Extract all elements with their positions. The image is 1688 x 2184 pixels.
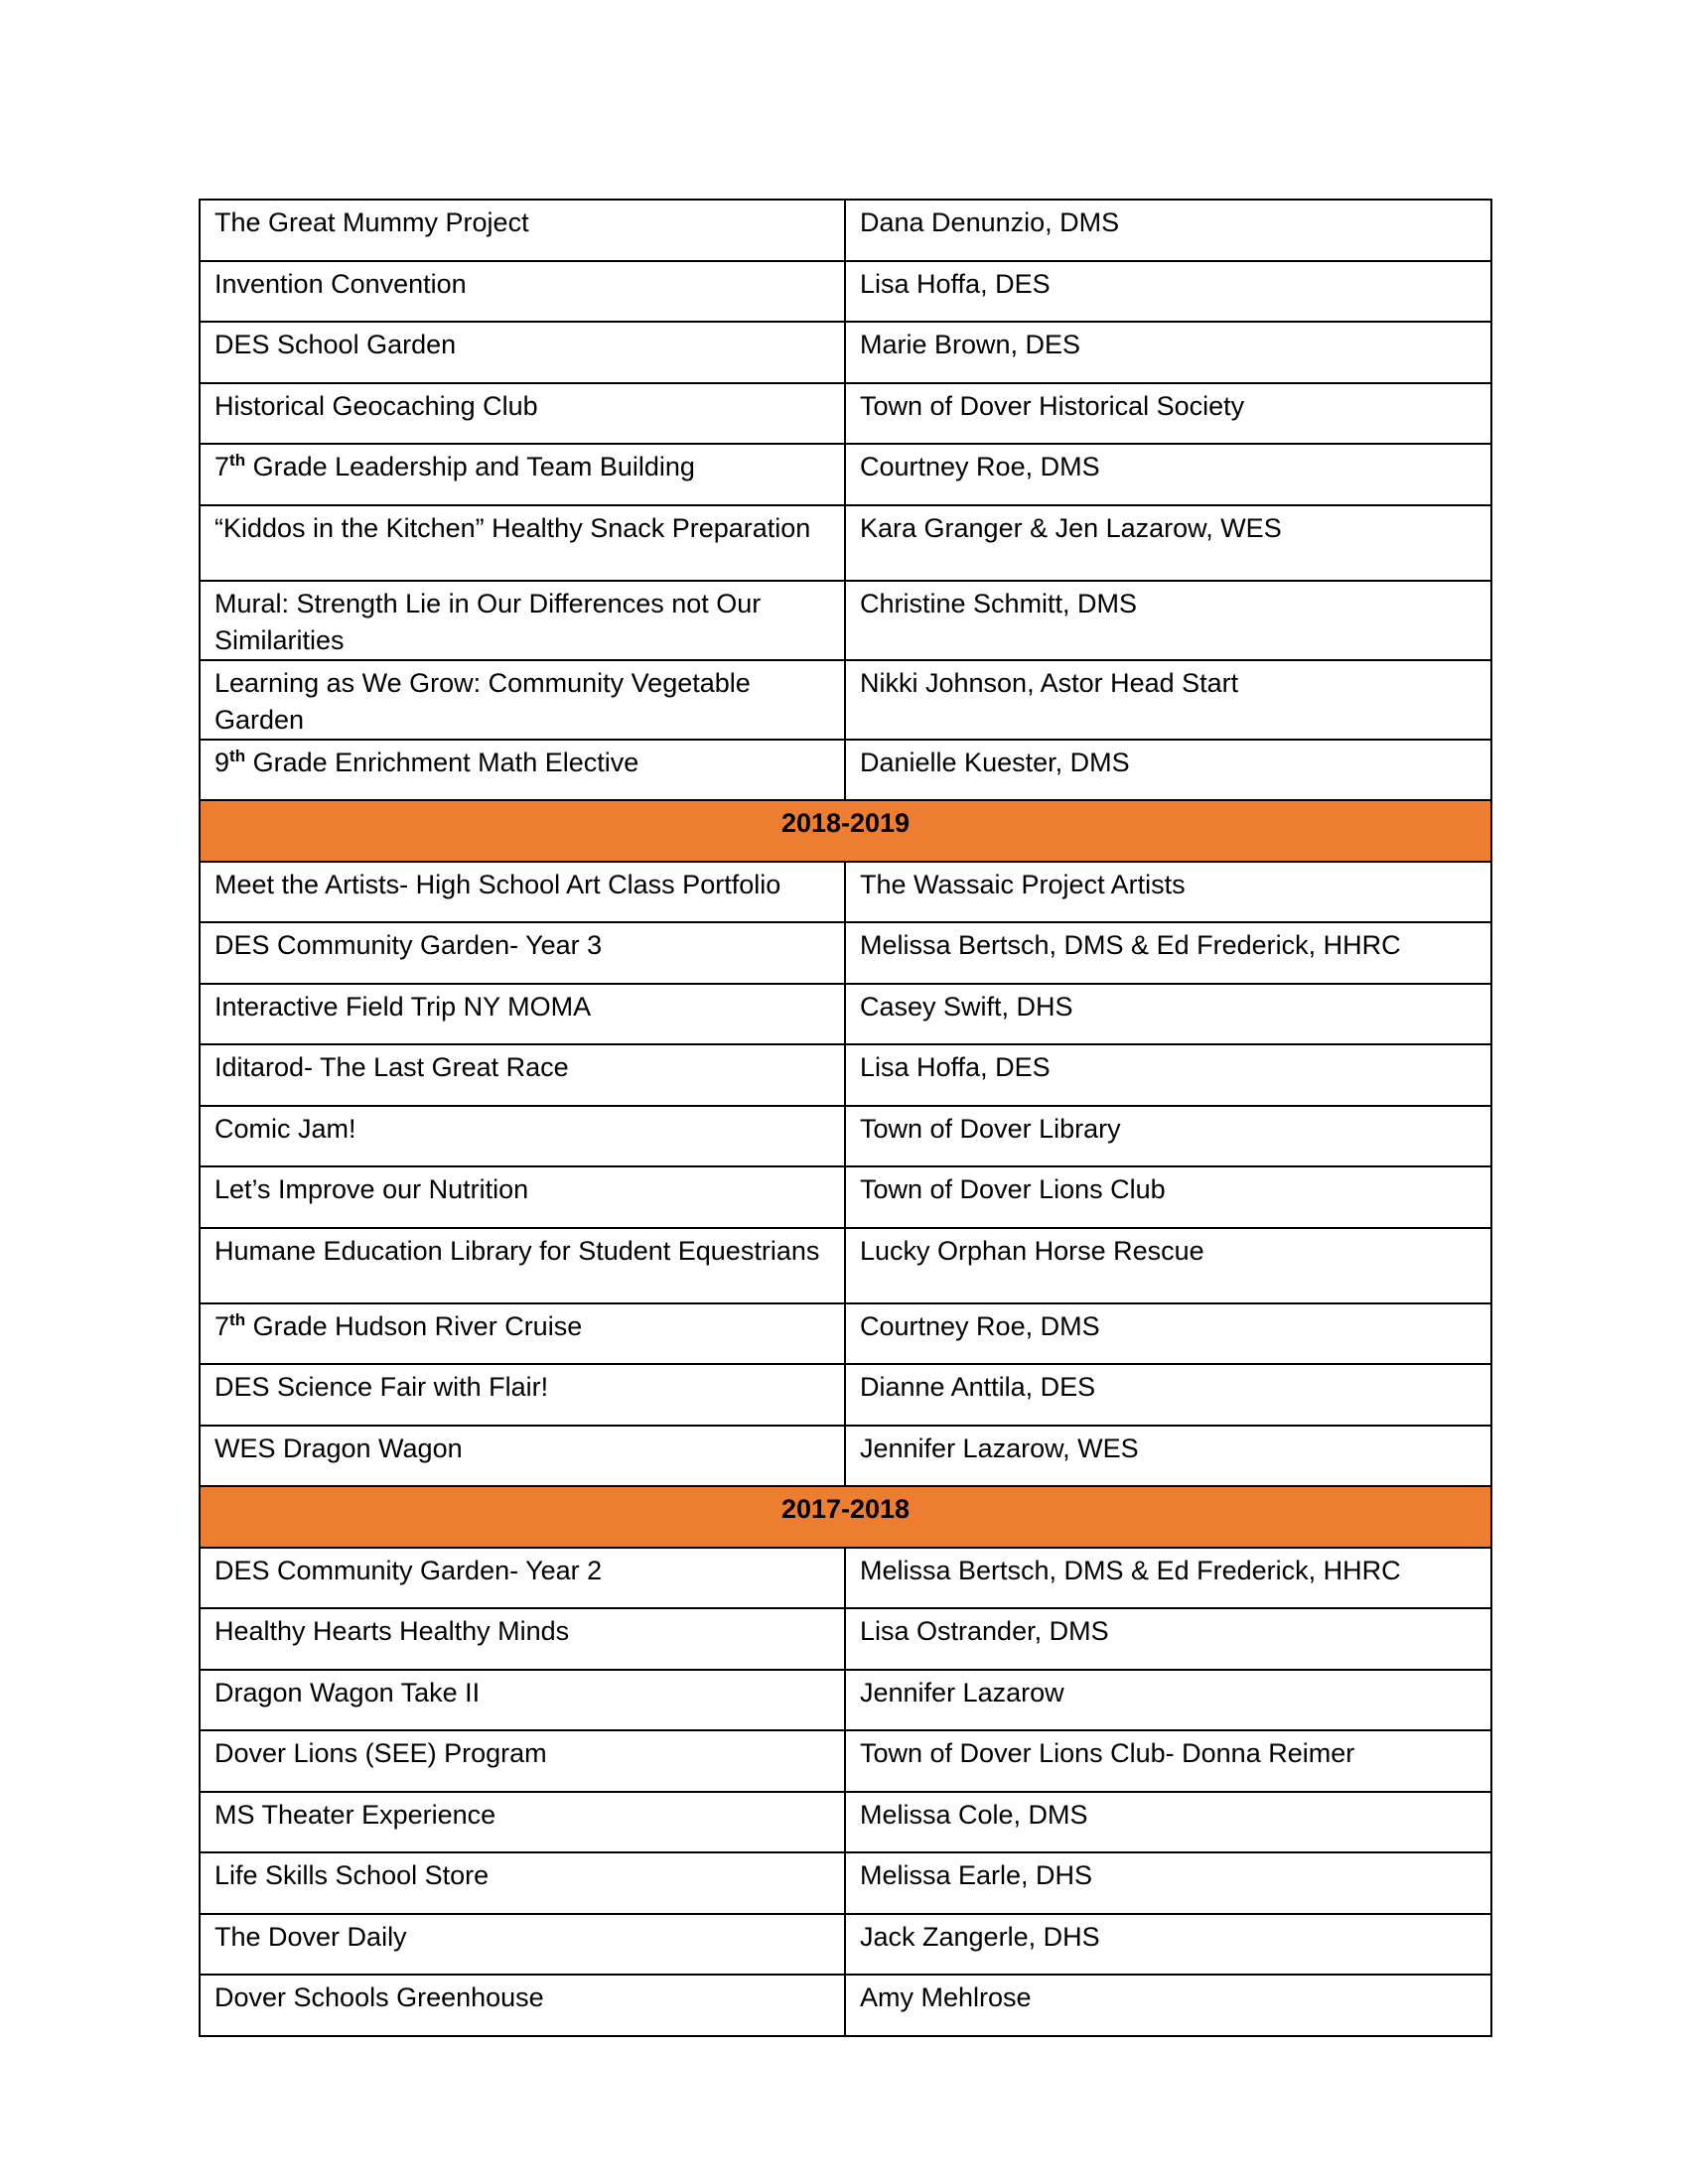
table-row [200,922,1491,984]
recipient-cell: Town of Dover Lions Club [845,1166,1491,1228]
project-cell: Dover Schools Greenhouse [200,1975,845,2036]
recipient-cell: Christine Schmitt, DMS [845,581,1491,660]
project-cell [200,444,845,505]
table-row [200,1044,1491,1106]
recipient-cell: Lisa Hoffa, DES [845,1044,1491,1106]
table-row [200,660,1491,740]
grade-number: 9 [214,747,230,777]
recipient-cell: Dana Denunzio, DMS [845,200,1491,261]
table-row [200,1608,1491,1670]
recipient-cell: Lisa Hoffa, DES [845,261,1491,323]
grade-number: 7 [214,452,230,481]
recipient-cell: Lisa Ostrander, DMS [845,1608,1491,1670]
project-cell: DES Community Garden- Year 2 [200,1548,845,1609]
project-cell: MS Theater Experience [200,1792,845,1853]
table-row [200,862,1491,923]
table-row [200,1426,1491,1487]
year-header-row [200,800,1491,862]
table-row [200,505,1491,581]
project-cell: Learning as We Grow: Community Vegetable Garden [200,660,845,740]
recipient-cell: Kara Granger & Jen Lazarow, WES [845,505,1491,581]
project-cell: DES Science Fair with Flair! [200,1364,845,1426]
ordinal-suffix: th [229,451,246,470]
project-cell: DES Community Garden- Year 3 [200,922,845,984]
project-cell: The Dover Daily [200,1914,845,1976]
recipient-cell: Jennifer Lazarow, WES [845,1426,1491,1487]
recipient-cell: Melissa Bertsch, DMS & Ed Frederick, HHRC [845,1548,1491,1609]
project-cell: Historical Geocaching Club [200,383,845,445]
project-cell: Mural: Strength Lie in Our Differences not Our Similarities [200,581,845,660]
project-cell: Iditarod- The Last Great Race [200,1044,845,1106]
year-heading: 2018-2019 [200,800,1491,862]
year-header-row [200,1486,1491,1548]
table-row [200,261,1491,323]
recipient-cell: Courtney Roe, DMS [845,444,1491,505]
recipient-cell: Nikki Johnson, Astor Head Start [845,660,1491,740]
table-row [200,984,1491,1045]
project-cell: DES School Garden [200,322,845,383]
recipient-cell: Courtney Roe, DMS [845,1303,1491,1365]
project-cell: Dover Lions (SEE) Program [200,1730,845,1792]
project-cell: Humane Education Library for Student Equestrians [200,1228,845,1303]
recipient-cell: Melissa Earle, DHS [845,1852,1491,1914]
project-cell: WES Dragon Wagon [200,1426,845,1487]
table-row [200,444,1491,505]
table-row [200,1548,1491,1609]
table-row [200,1228,1491,1303]
recipient-cell: Town of Dover Historical Society [845,383,1491,445]
table-row [200,1670,1491,1731]
project-cell: Interactive Field Trip NY MOMA [200,984,845,1045]
project-cell: The Great Mummy Project [200,200,845,261]
project-cell: Life Skills School Store [200,1852,845,1914]
table-row [200,1730,1491,1792]
table-row [200,740,1491,801]
recipient-cell: Town of Dover Library [845,1106,1491,1167]
table-row [200,322,1491,383]
table-row [200,1852,1491,1914]
project-cell: Comic Jam! [200,1106,845,1167]
recipient-cell: Casey Swift, DHS [845,984,1491,1045]
grants-table [199,199,1492,2037]
table-row [200,581,1491,660]
recipient-cell: Jennifer Lazarow [845,1670,1491,1731]
ordinal-suffix: th [229,1309,246,1329]
table-row [200,1792,1491,1853]
table-row [200,1364,1491,1426]
project-cell [200,1303,845,1365]
project-cell: “Kiddos in the Kitchen” Healthy Snack Preparation [200,505,845,581]
table-row [200,1106,1491,1167]
project-cell [200,740,845,801]
table-row [200,1914,1491,1976]
table-row [200,383,1491,445]
ordinal-suffix: th [229,746,246,765]
table-row [200,200,1491,261]
project-text: Grade Hudson River Cruise [245,1310,583,1341]
project-cell: Invention Convention [200,261,845,323]
project-cell: Dragon Wagon Take II [200,1670,845,1731]
project-text: Grade Leadership and Team Building [245,452,695,481]
project-cell: Healthy Hearts Healthy Minds [200,1608,845,1670]
project-cell: Meet the Artists- High School Art Class Portfolio [200,862,845,923]
recipient-cell: The Wassaic Project Artists [845,862,1491,923]
grade-number: 7 [214,1310,230,1341]
year-heading: 2017-2018 [200,1486,1491,1548]
table-row [200,1303,1491,1365]
recipient-cell: Town of Dover Lions Club- Donna Reimer [845,1730,1491,1792]
recipient-cell: Lucky Orphan Horse Rescue [845,1228,1491,1303]
recipient-cell: Melissa Bertsch, DMS & Ed Frederick, HHRC [845,922,1491,984]
recipient-cell: Melissa Cole, DMS [845,1792,1491,1853]
table-row [200,1975,1491,2036]
recipient-cell: Jack Zangerle, DHS [845,1914,1491,1976]
recipient-cell: Amy Mehlrose [845,1975,1491,2036]
project-text: Grade Enrichment Math Elective [245,747,639,777]
recipient-cell: Dianne Anttila, DES [845,1364,1491,1426]
project-cell: Let’s Improve our Nutrition [200,1166,845,1228]
recipient-cell: Marie Brown, DES [845,322,1491,383]
table-row [200,1166,1491,1228]
recipient-cell: Danielle Kuester, DMS [845,740,1491,801]
